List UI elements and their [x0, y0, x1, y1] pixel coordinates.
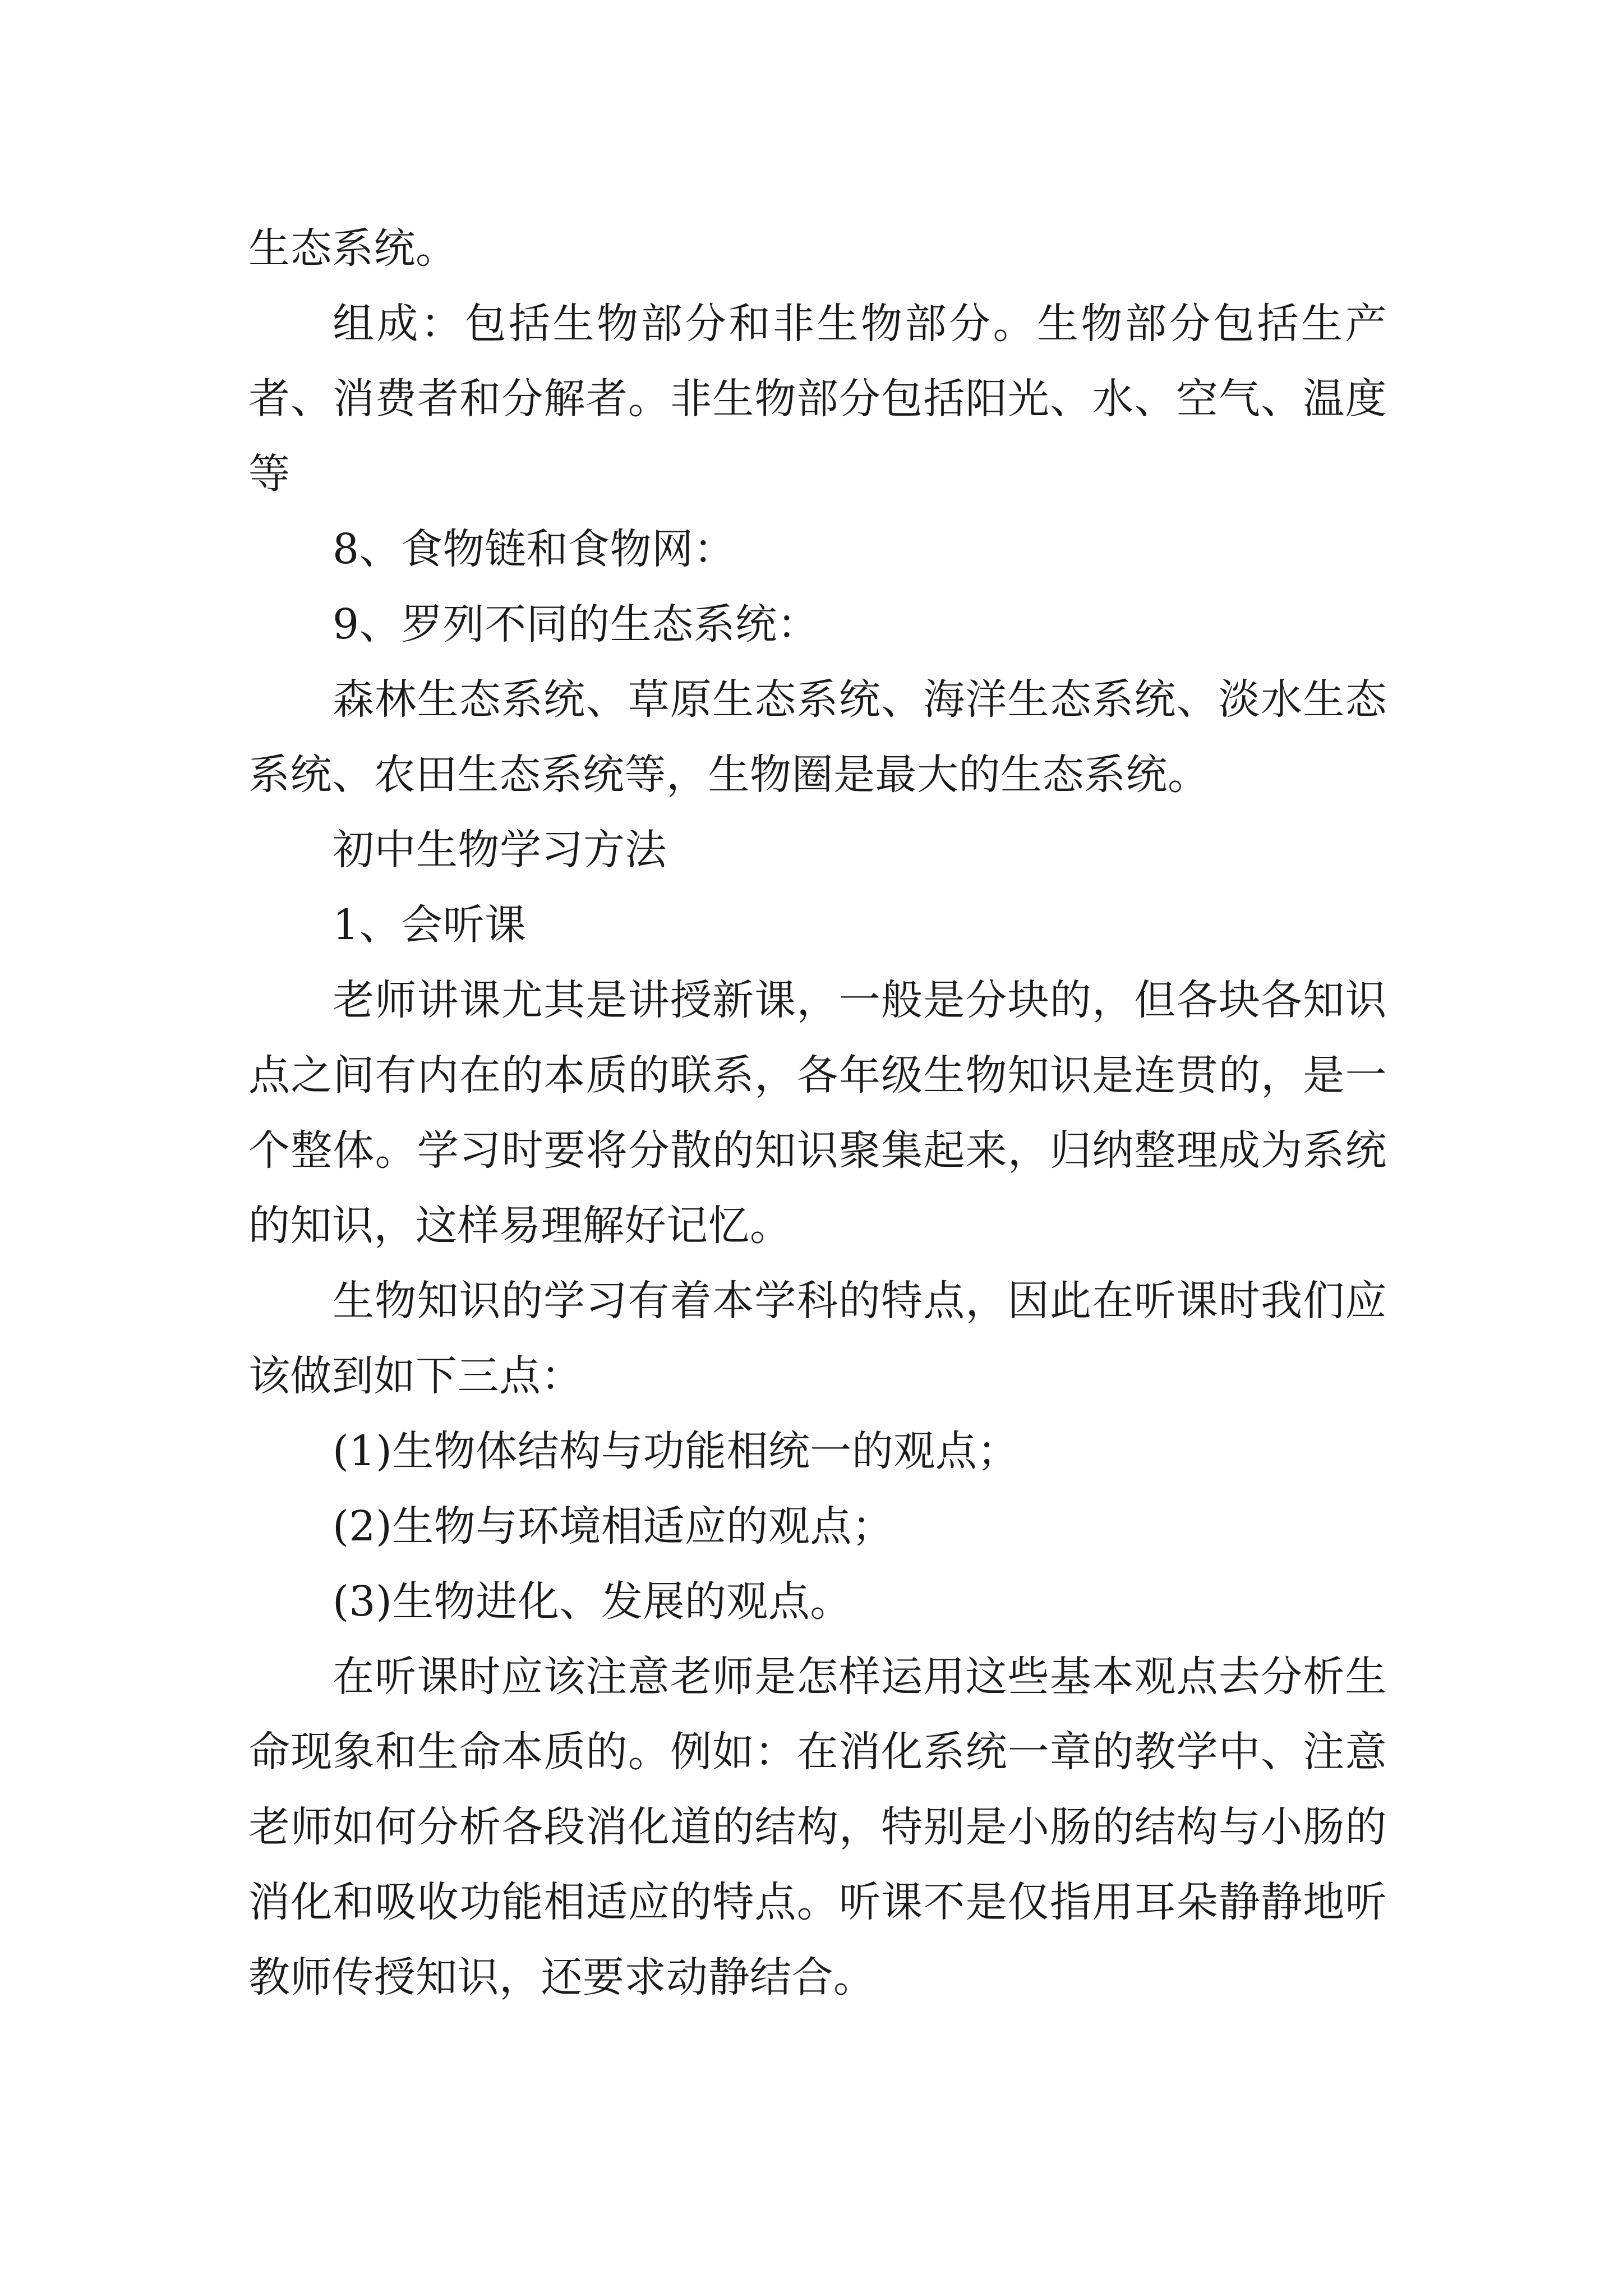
paragraph-food-chain-heading: 8、食物链和食物网： [333, 525, 736, 573]
list-item-point-1: (1)生物体结构与功能相统一的观点； [333, 1427, 1019, 1475]
paragraph-three-points-intro: 生物知识的学习有着本学科的特点，因此在听课时我们应该做到如下三点： [248, 1277, 1387, 1400]
paragraph-study-methods-heading: 初中生物学习方法 [333, 826, 667, 874]
paragraph-ecosystem-list-heading: 9、罗列不同的生态系统： [333, 600, 819, 648]
paragraph-composition: 组成：包括生物部分和非生物部分。生物部分包括生产者、消费者和分解者。非生物部分包括阳光、水、空气、温度等 [248, 300, 1387, 498]
paragraph-example: 在听课时应该注意老师是怎样运用这些基本观点去分析生命现象和生命本质的。例如：在消化系统一章的教学中、注意老师如何分析各段消化道的结构，特别是小肠的结构与小肠的消化和吸收功能相适应的特点。听课不是仅指用耳朵静静地听教师传授知识，还要求动静结合。 [248, 1653, 1387, 2001]
paragraph-ecosystem-list: 森林生态系统、草原生态系统、海洋生态系统、淡水生态系统、农田生态系统等，生物圈是最大的生态系统。 [248, 675, 1387, 799]
list-item-point-3: (3)生物进化、发展的观点。 [333, 1577, 852, 1626]
paragraph-ecosystem-end: 生态系统。 [248, 224, 458, 273]
paragraph-listening-body: 老师讲课尤其是讲授新课，一般是分块的，但各块各知识点之间有内在的本质的联系，各年级生物知识是连贯的，是一个整体。学习时要将分散的知识聚集起来，归纳整理成为系统的知识，这样易理解好记忆。 [248, 976, 1387, 1250]
document-body [248, 211, 1387, 2015]
list-item-point-2: (2)生物与环境相适应的观点； [333, 1502, 894, 1550]
paragraph-listening-heading: 1、会听课 [333, 901, 527, 949]
